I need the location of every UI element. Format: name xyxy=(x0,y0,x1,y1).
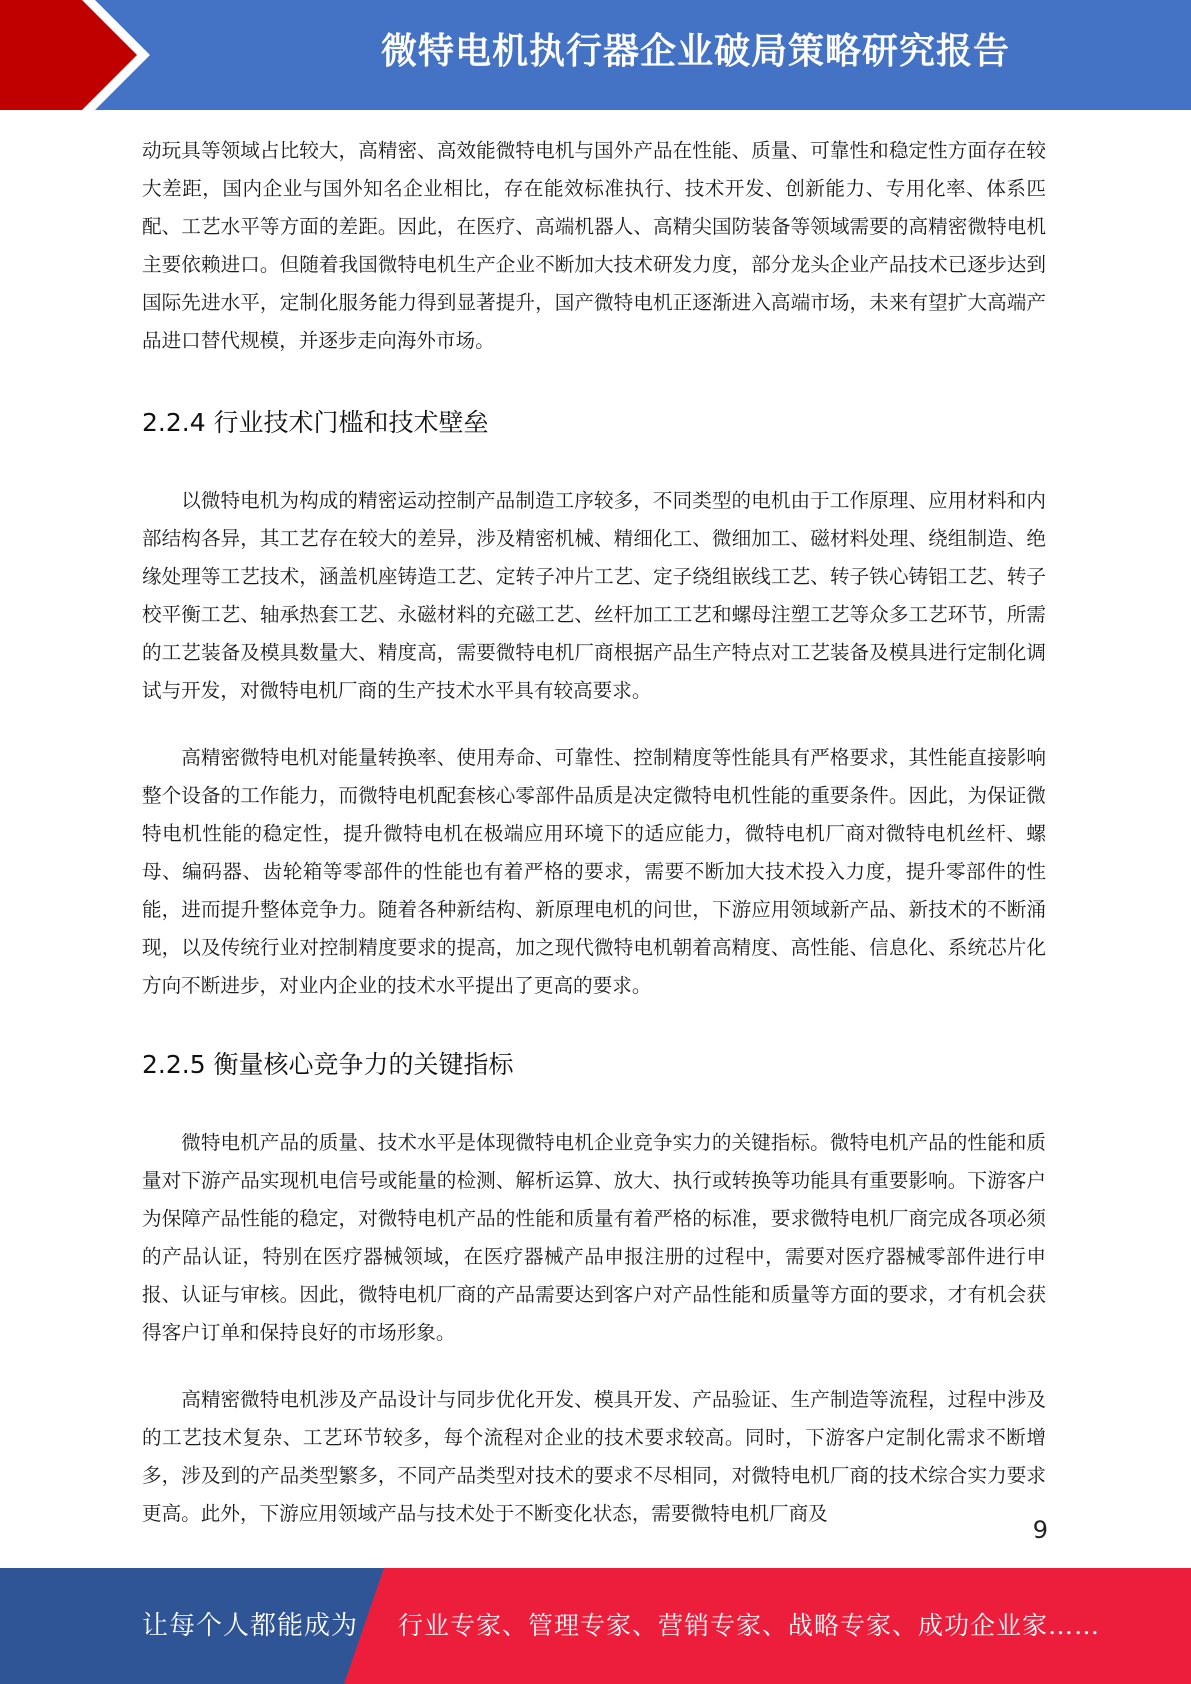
section-2-2-5-paragraph-2: 高精密微特电机涉及产品设计与同步优化开发、模具开发、产品验证、生产制造等流程，过程中涉及的工艺技术复杂、工艺环节较多，每个流程对企业的技术要求较高。同时，下游客户定制化需求不断增多，涉及到的产品类型繁多，不同产品类型对技术的要求不尽相同，对微特电机厂商的技术综合实力要求更高。此外，下游应用领域产品与技术处于不断变化状态，需要微特电机厂商及 xyxy=(142,1388,1046,1525)
page-number: 9 xyxy=(1032,1516,1048,1544)
footer-slogan-right: 行业专家、管理专家、营销专家、战略专家、成功企业家…… xyxy=(398,1611,1101,1640)
section-2-2-5-paragraph-1: 微特电机产品的质量、技术水平是体现微特电机企业竞争实力的关键指标。微特电机产品的性能和质量对下游产品实现机电信号或能量的检测、解析运算、放大、执行或转换等功能具有重要影响。下游客户为保障产品性能的稳定，对微特电机产品的性能和质量有着严格的标准，要求微特电机厂商完成各项必须的产品认证，特别在医疗器械领域，在医疗器械产品申报注册的过程中，需要对医疗器械零部件进行申报、认证与审核。因此，微特电机厂商的产品需要达到客户对产品性能和质量等方面的要求，才有机会获得客户订单和保持良好的市场形象。 xyxy=(142,1131,1046,1344)
section-heading-2-2-5: 2.2.5 衡量核心竞争力的关键指标 xyxy=(142,1050,514,1079)
intro-paragraph: 动玩具等领域占比较大，高精密、高效能微特电机与国外产品在性能、质量、可靠性和稳定性方面存在较大差距，国内企业与国外知名企业相比，存在能效标准执行、技术开发、创新能力、专用化率、体系匹配、工艺水平等方面的差距。因此，在医疗、高端机器人、高精尖国防装备等领域需要的高精密微特电机主要依赖进口。但随着我国微特电机生产企业不断加大技术研发力度，部分龙头企业产品技术已逐步达到国际先进水平，定制化服务能力得到显著提升，国产微特电机正逐渐进入高端市场，未来有望扩大高端产品进口替代规模，并逐步走向海外市场。 xyxy=(142,139,1046,352)
report-footer xyxy=(0,1568,1191,1684)
report-title: 微特电机执行器企业破局策略研究报告 xyxy=(380,31,1010,72)
section-2-2-4-paragraph-1: 以微特电机为构成的精密运动控制产品制造工序较多，不同类型的电机由于工作原理、应用材料和内部结构各异，其工艺存在较大的差异，涉及精密机械、精细化工、微细加工、磁材料处理、绕组制造、绝缘处理等工艺技术，涵盖机座铸造工艺、定转子冲片工艺、定子绕组嵌线工艺、转子铁心铸铝工艺、转子校平衡工艺、轴承热套工艺、永磁材料的充磁工艺、丝杆加工工艺和螺母注塑工艺等众多工艺环节，所需的工艺装备及模具数量大、精度高，需要微特电机厂商根据产品生产特点对工艺装备及模具进行定制化调试与开发，对微特电机厂商的生产技术水平具有较高要求。 xyxy=(142,489,1046,702)
section-2-2-4-paragraph-2: 高精密微特电机对能量转换率、使用寿命、可靠性、控制精度等性能具有严格要求，其性能直接影响整个设备的工作能力，而微特电机配套核心零部件品质是决定微特电机性能的重要条件。因此，为保证微特电机性能的稳定性，提升微特电机在极端应用环境下的适应能力，微特电机厂商对微特电机丝杆、螺母、编码器、齿轮箱等零部件的性能也有着严格的要求，需要不断加大技术投入力度，提升零部件的性能，进而提升整体竞争力。随着各种新结构、新原理电机的问世，下游应用领域新产品、新技术的不断涌现，以及传统行业对控制精度要求的提高，加之现代微特电机朝着高精度、高性能、信息化、系统芯片化方向不断进步，对业内企业的技术水平提出了更高的要求。 xyxy=(142,746,1046,997)
page-content xyxy=(142,132,1046,1533)
report-header xyxy=(0,0,1191,110)
header-arrow-decoration xyxy=(0,0,160,110)
section-heading-2-2-4: 2.2.4 行业技术门槛和技术壁垒 xyxy=(142,408,489,437)
footer-slogan-left: 让每个人都能成为 xyxy=(142,1611,359,1641)
